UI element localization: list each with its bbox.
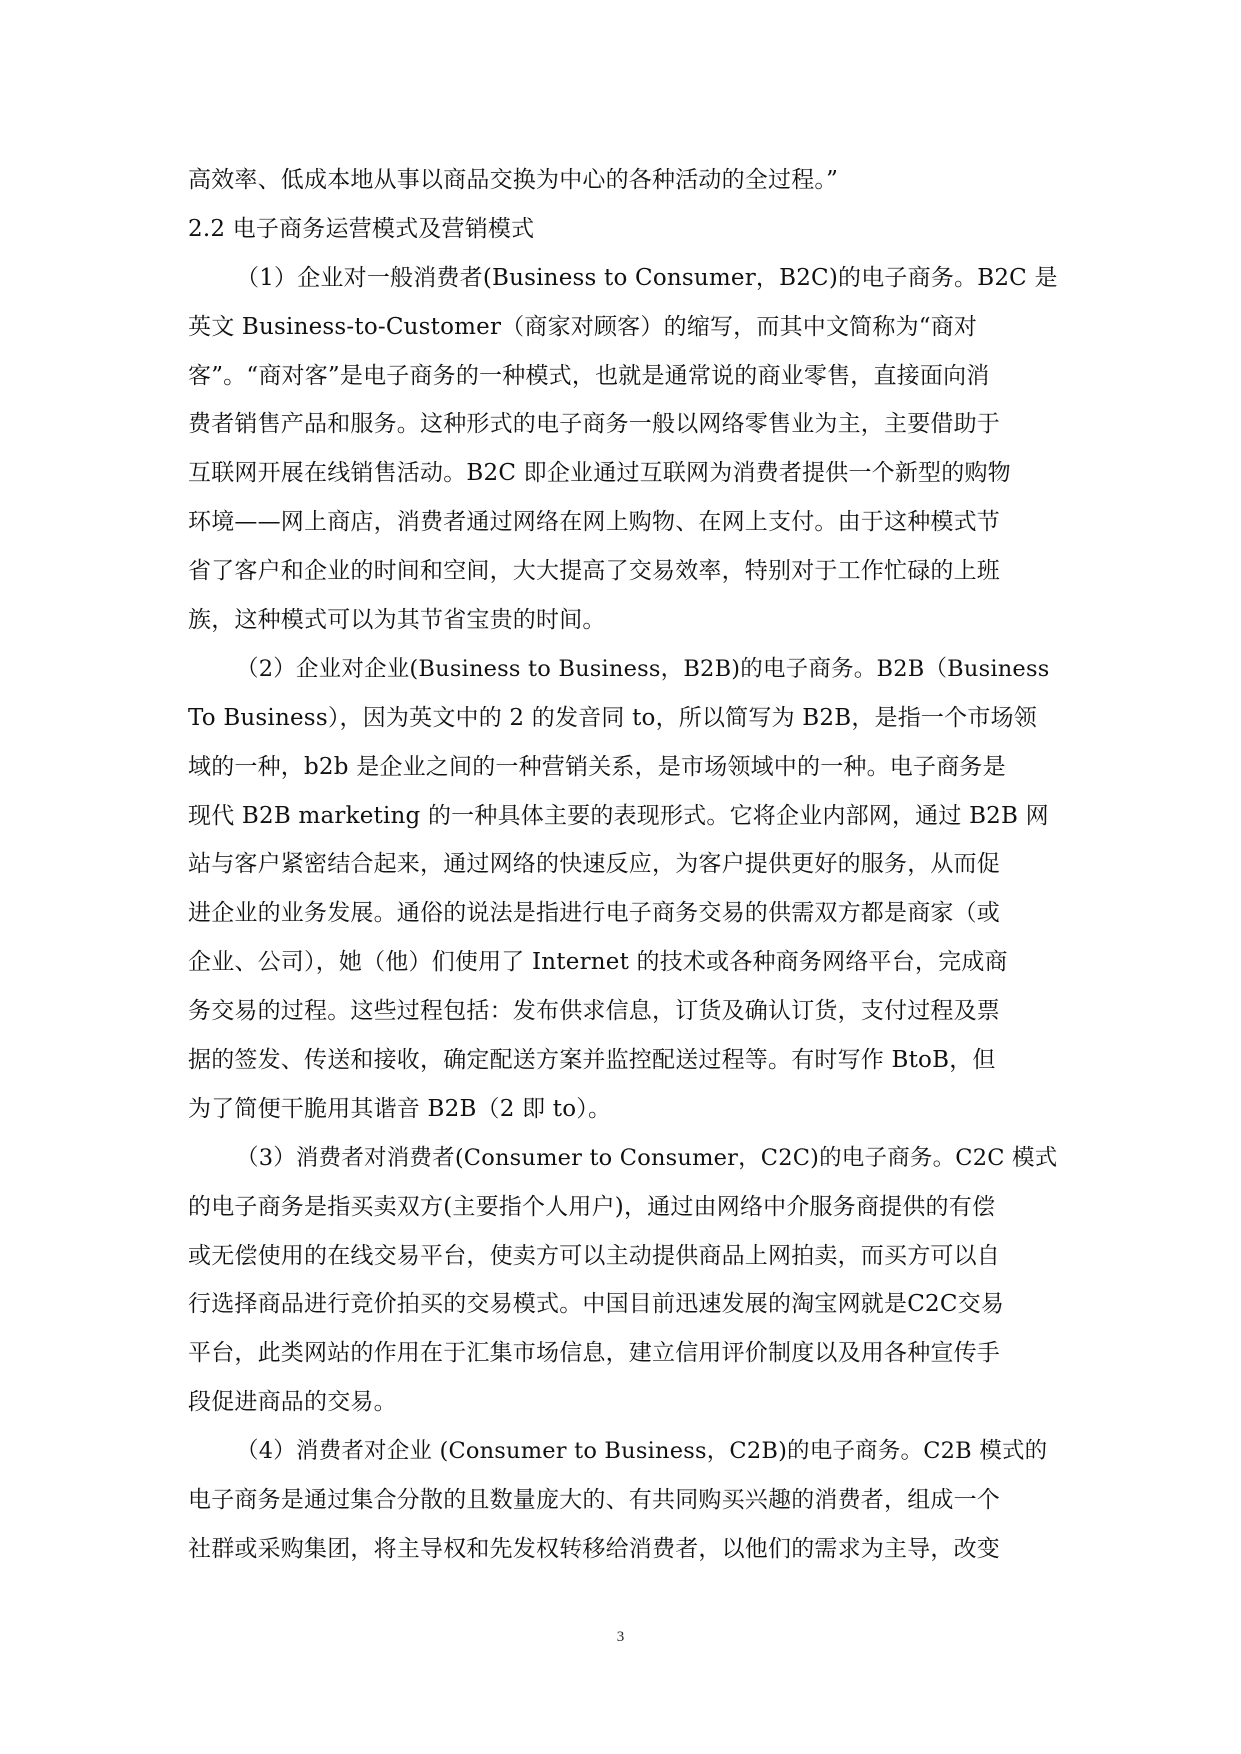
paragraph-first-line: （4）消费者对企业 (Consumer to Business，C2B)的电子商务。C2B 模式的 xyxy=(236,1438,1048,1465)
text-line: 据的签发、传送和接收，确定配送方案并监控配送过程等。有时写作 BtoB，但 xyxy=(188,1047,996,1074)
text-line: 站与客户紧密结合起来，通过网络的快速反应，为客户提供更好的服务，从而促 xyxy=(188,851,1000,878)
section-heading: 2.2 电子商务运营模式及营销模式 xyxy=(188,215,535,242)
text-line: 社群或采购集团，将主导权和先发权转移给消费者，以他们的需求为主导，改变 xyxy=(188,1535,1000,1562)
page-number: 3 xyxy=(616,1629,625,1645)
text-line: 企业、公司），她（他）们使用了 Internet 的技术或各种商务网络平台，完成商 xyxy=(188,949,1008,976)
text-line: 平台，此类网站的作用在于汇集市场信息，建立信用评价制度以及用各种宣传手 xyxy=(188,1340,1000,1367)
text-line: 电子商务是通过集合分散的且数量庞大的、有共同购买兴趣的消费者，组成一个 xyxy=(188,1487,1000,1514)
paragraph-first-line: （2）企业对企业(Business to Business，B2B)的电子商务。B2B（Business xyxy=(236,655,1050,682)
text-line: 行选择商品进行竞价拍买的交易模式。中国目前迅速发展的淘宝网就是C2C交易 xyxy=(188,1291,1005,1318)
text-line: 英文 Business-to-Customer（商家对顾客）的缩写，而其中文简称为“商对 xyxy=(188,313,978,340)
text-line: 域的一种，b2b 是企业之间的一种营销关系，是市场领域中的一种。电子商务是 xyxy=(188,753,1006,780)
text-line: 费者销售产品和服务。这种形式的电子商务一般以网络零售业为主，主要借助于 xyxy=(188,411,1000,438)
text-line: 客”。“商对客”是电子商务的一种模式，也就是通常说的商业零售，直接面向消 xyxy=(188,362,990,389)
text-line: 现代 B2B marketing 的一种具体主要的表现形式。它将企业内部网，通过 B2B 网 xyxy=(188,802,1049,829)
text-line: 进企业的业务发展。通俗的说法是指进行电子商务交易的供需双方都是商家（或 xyxy=(188,900,1000,927)
text-line: 的电子商务是指买卖双方(主要指个人用户)，通过由网络中介服务商提供的有偿 xyxy=(188,1193,996,1220)
paragraph-first-line: （1）企业对一般消费者(Business to Consumer，B2C)的电子商务。B2C 是 xyxy=(236,264,1058,291)
text-line: 族，这种模式可以为其节省宝贵的时间。 xyxy=(188,607,606,634)
text-line: 段促进商品的交易。 xyxy=(188,1389,397,1416)
text-line: 为了简便干脆用其谐音 B2B（2 即 to）。 xyxy=(188,1095,612,1122)
text-line: 互联网开展在线销售活动。B2C 即企业通过互联网为消费者提供一个新型的购物 xyxy=(188,460,1011,487)
text-line: 环境——网上商店，消费者通过网络在网上购物、在网上支付。由于这种模式节 xyxy=(188,509,1000,536)
paragraph-first-line: （3）消费者对消费者(Consumer to Consumer，C2C)的电子商务。C2C 模式 xyxy=(236,1144,1058,1171)
text-line: 高效率、低成本地从事以商品交换为中心的各种活动的全过程。” xyxy=(188,167,839,193)
text-line: 省了客户和企业的时间和空间，大大提高了交易效率，特别对于工作忙碌的上班 xyxy=(188,558,1000,585)
text-line: 或无偿使用的在线交易平台，使卖方可以主动提供商品上网拍卖，而买方可以自 xyxy=(188,1242,1000,1269)
text-line: 务交易的过程。这些过程包括：发布供求信息，订货及确认订货，支付过程及票 xyxy=(188,998,1000,1025)
body-text xyxy=(188,156,1058,1574)
text-line: To Business），因为英文中的 2 的发音同 to，所以简写为 B2B，是指一个市场领 xyxy=(188,704,1037,731)
